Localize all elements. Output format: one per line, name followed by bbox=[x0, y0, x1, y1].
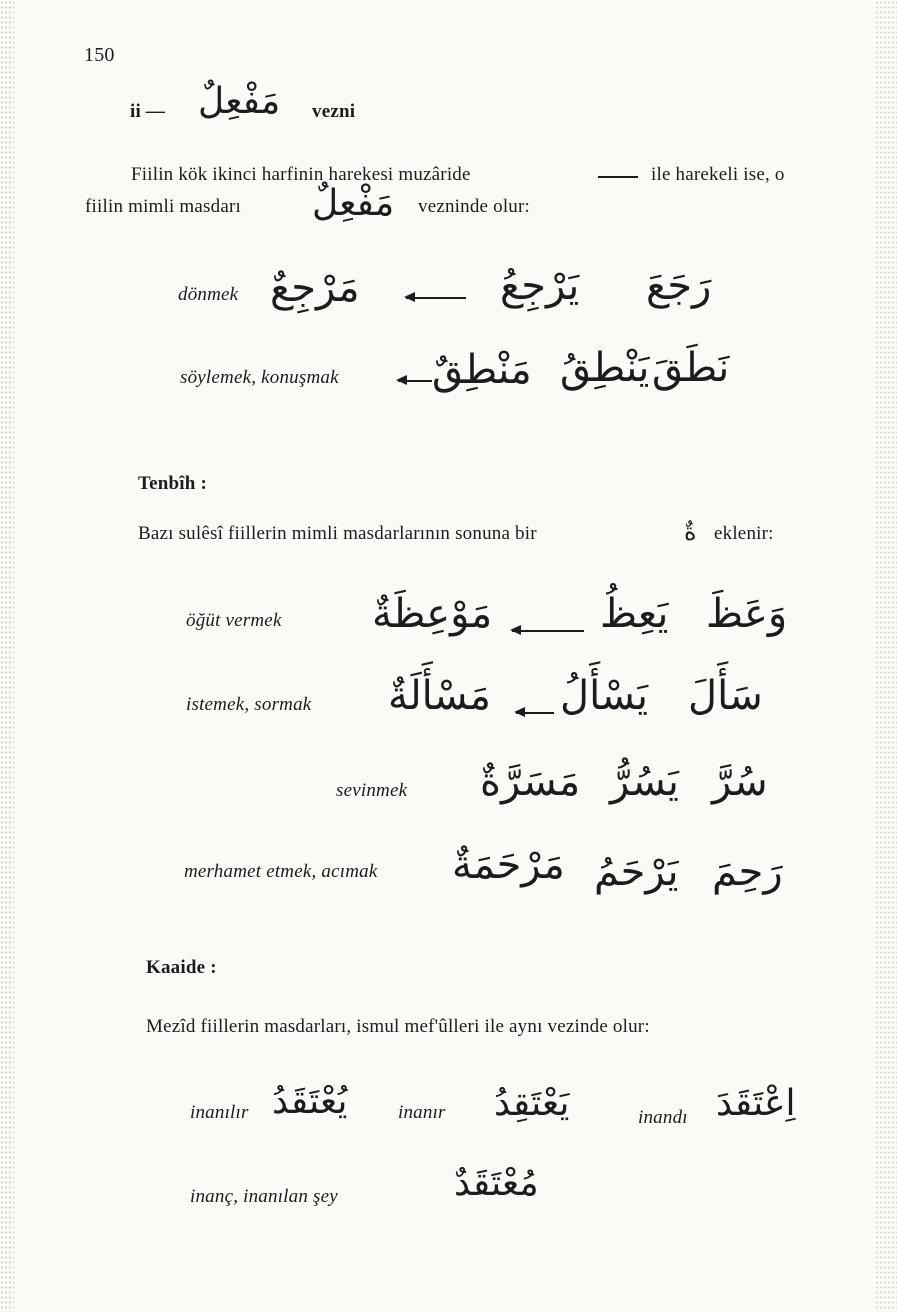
arabic-word: اِعْتَقَدَ bbox=[716, 1083, 796, 1124]
madi-arabic: وَعَظَ bbox=[706, 591, 788, 637]
tenbih-text: Bazı sulêsî fiillerin mimli masdarlarının sonuna bir bbox=[138, 523, 537, 544]
left-arrow-icon bbox=[512, 630, 584, 632]
left-arrow-icon bbox=[516, 712, 554, 714]
madi-arabic: رَجَعَ bbox=[646, 263, 712, 309]
mudari-arabic: يَنْطِقُ bbox=[560, 345, 650, 391]
madi-arabic: سُرَّ bbox=[712, 759, 768, 805]
madi-arabic: سَأَلَ bbox=[688, 673, 763, 719]
madi-arabic: رَحِمَ bbox=[712, 849, 783, 895]
meaning-text: inanç, inanılan şey bbox=[190, 1186, 338, 1207]
left-scan-edge bbox=[0, 0, 14, 1312]
arabic-word: يُعْتَقَدُ bbox=[272, 1081, 348, 1122]
rule-line-2-start: fiilin mimli masdarı bbox=[85, 196, 241, 217]
masdar-arabic: مَرْجِعٌ bbox=[270, 265, 360, 311]
madi-arabic: نَطَقَ bbox=[652, 345, 730, 391]
meaning-text: istemek, sormak bbox=[186, 694, 312, 715]
rule-line-1-end: ile harekeli ise, o bbox=[651, 164, 785, 185]
left-arrow-icon bbox=[406, 297, 466, 299]
left-arrow-icon bbox=[398, 380, 432, 382]
mudari-arabic: يَعِظُ bbox=[600, 591, 669, 637]
right-scan-edge bbox=[875, 0, 897, 1312]
rule-line-1: Fiilin kök ikinci harfinin harekesi muzâride bbox=[131, 164, 471, 185]
rule-arabic-pattern: مَفْعِلٌ bbox=[312, 183, 395, 224]
meaning-text: söylemek, konuşmak bbox=[180, 367, 339, 388]
tenbih-text-end: eklenir: bbox=[714, 523, 774, 544]
mudari-arabic: يَسْأَلُ bbox=[560, 673, 649, 719]
meaning-text: inanılır bbox=[190, 1102, 249, 1123]
meaning-text: dönmek bbox=[178, 284, 239, 305]
tenbih-heading: Tenbîh : bbox=[138, 473, 208, 494]
kasra-mark bbox=[598, 176, 638, 178]
masdar-arabic: مَنْطِقٌ bbox=[432, 347, 532, 393]
section-label: ii — bbox=[130, 101, 166, 122]
masdar-arabic: مَسْأَلَةٌ bbox=[388, 673, 491, 719]
tenbih-arabic: ةٌ bbox=[684, 518, 697, 546]
masdar-arabic: مَرْحَمَةٌ bbox=[452, 842, 565, 888]
mudari-arabic: يَرْحَمُ bbox=[594, 849, 679, 895]
masdar-arabic: مَوْعِظَةٌ bbox=[372, 591, 493, 637]
arabic-word: مُعْتَقَدٌ bbox=[454, 1163, 539, 1204]
kaaide-text: Mezîd fiillerin masdarları, ismul mef'ûlleri ile aynı vezinde olur: bbox=[146, 1016, 650, 1037]
rule-line-2-end: vezninde olur: bbox=[418, 196, 531, 217]
meaning-text: merhamet etmek, acımak bbox=[184, 861, 378, 882]
masdar-arabic: مَسَرَّةٌ bbox=[480, 759, 581, 805]
kaaide-heading: Kaaide : bbox=[146, 957, 217, 978]
mudari-arabic: يَرْجِعُ bbox=[500, 263, 580, 309]
page-number: 150 bbox=[84, 44, 115, 66]
section-suffix: vezni bbox=[312, 101, 356, 122]
meaning-text: inanır bbox=[398, 1102, 446, 1123]
mudari-arabic: يَسُرُّ bbox=[610, 759, 679, 805]
section-arabic-pattern: مَفْعِلٌ bbox=[198, 81, 281, 122]
arabic-word: يَعْتَقِدُ bbox=[494, 1083, 570, 1124]
meaning-text: inandı bbox=[638, 1107, 688, 1128]
meaning-text: sevinmek bbox=[336, 780, 408, 801]
meaning-text: öğüt vermek bbox=[186, 610, 282, 631]
